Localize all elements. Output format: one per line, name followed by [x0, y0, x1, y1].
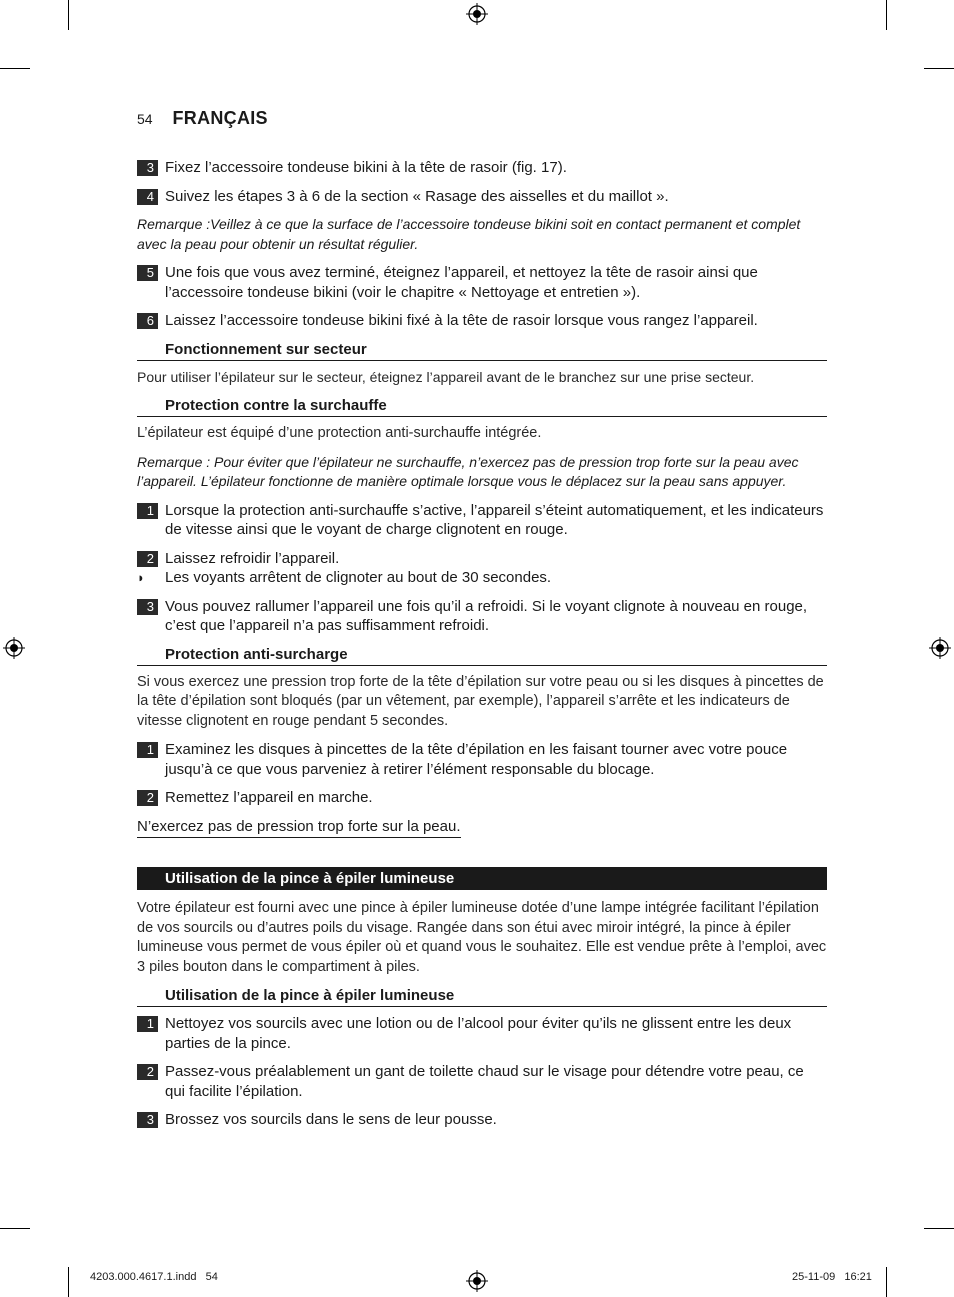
step-number: 2: [137, 1064, 158, 1080]
crop-mark: [0, 68, 30, 69]
registration-mark-icon: [466, 1270, 488, 1292]
step-text: Une fois que vous avez terminé, éteignez l’appareil, et nettoyez la tête de rasoir ainsi que l’accessoire tondeuse bikini (voir le chapitre « Nettoyage et entretien »).: [165, 264, 758, 301]
registration-mark-icon: [3, 637, 25, 659]
step-text: Passez-vous préalablement un gant de toilette chaud sur le visage pour détendre votre peau, ce qui facilite l’épilation.: [165, 1063, 804, 1100]
step-item: [137, 597, 827, 636]
subheading-pince: Utilisation de la pince à épiler lumineuse: [137, 986, 827, 1007]
step-number: 5: [137, 265, 158, 281]
paragraph: L’épilateur est équipé d’une protection anti-surchauffe intégrée.: [137, 425, 542, 441]
registration-mark-icon: [466, 3, 488, 25]
step-number: 1: [137, 742, 158, 758]
section-title-bar: Utilisation de la pince à épiler lumineuse: [137, 867, 827, 890]
note-text: Remarque : Pour éviter que l’épilateur ne surchauffe, n’exercez pas de pression trop forte sur la peau avec l’appareil. L’épilateur fonctionne de manière optimale lorsque vous le déplacez sur la peau sans appuyer.: [137, 453, 799, 489]
step-item: [137, 788, 827, 808]
step-item: [137, 311, 827, 331]
step-text: Laissez l’accessoire tondeuse bikini fixé à la tête de rasoir lorsque vous rangez l’appareil.: [165, 312, 758, 329]
crop-mark: [886, 1267, 887, 1297]
crop-mark: [0, 1228, 30, 1229]
subheading-surchauffe: Protection contre la surchauffe: [137, 396, 827, 417]
step-text: Lorsque la protection anti-surchauffe s’active, l’appareil s’éteint automatiquement, et les indicateurs de vitesse ainsi que le voyant de charge clignotent en rouge.: [165, 501, 824, 538]
step-number: 4: [137, 189, 158, 205]
page-header: [137, 108, 268, 129]
crop-mark: [68, 1267, 69, 1297]
footer-file: 4203.000.4617.1.indd 54: [90, 1271, 218, 1283]
crop-mark: [924, 68, 954, 69]
step-text: Fixez l’accessoire tondeuse bikini à la tête de rasoir (fig. 17).: [165, 159, 567, 176]
crop-mark: [924, 1228, 954, 1229]
crop-mark: [886, 0, 887, 30]
step-text: Suivez les étapes 3 à 6 de la section « Rasage des aisselles et du maillot ».: [165, 187, 669, 205]
subheading-secteur: Fonctionnement sur secteur: [137, 340, 827, 361]
step-number: 3: [137, 160, 158, 176]
subheading-surcharge: Protection anti-surcharge: [137, 645, 827, 666]
step-text: Remettez l’appareil en marche.: [165, 789, 373, 806]
step-item: [137, 187, 827, 207]
paragraph: Si vous exercez une pression trop forte de la tête d’épilation sur votre peau ou si les disques à pincettes de la tête d’épilation sont bloqués (par un vêtement, par exemple), l’appareil s’arrête et les indicateurs de vitesse clignotent en rouge pendant 5 secondes.: [137, 673, 824, 729]
paragraph: Votre épilateur est fourni avec une pince à épiler lumineuse dotée d’une lampe intégrée facilitant l’épilation de vos sourcils ou d’autres poils du visage. Rangée dans son étui avec miroir intégré, la pince à épiler lumineuse vous permet de vous épiler où et quand vous le souhaitez. Elle est vendue prête à l’emploi, avec 3 piles bouton dans le compartiment à piles.: [137, 900, 827, 975]
step-item: [137, 158, 827, 178]
step-number: 2: [137, 551, 158, 567]
warning-text: N’exercez pas de pression trop forte sur la peau.: [137, 817, 461, 839]
registration-mark-icon: [929, 637, 951, 659]
step-item: [137, 740, 827, 779]
step-item: [137, 549, 827, 569]
step-text: Brossez vos sourcils dans le sens de leur pousse.: [165, 1111, 497, 1128]
crop-mark: [68, 0, 69, 30]
step-item: [137, 263, 827, 302]
bullet-text: Les voyants arrêtent de clignoter au bout de 30 secondes.: [165, 569, 552, 586]
step-number: 3: [137, 1112, 158, 1128]
step-item: [137, 501, 827, 540]
step-number: 1: [137, 1016, 158, 1032]
step-item: [137, 1110, 827, 1130]
step-number: 1: [137, 503, 158, 519]
page-content: [137, 158, 827, 1139]
step-text: Examinez les disques à pincettes de la tête d’épilation en les faisant tourner avec votre pouce jusqu’à ce que vous parveniez à retirer l’élément responsable du blocage.: [165, 741, 788, 778]
result-bullet: [137, 568, 827, 588]
step-text: Laissez refroidir l’appareil.: [165, 549, 340, 567]
triangle-bullet-icon: ◗: [137, 570, 145, 585]
step-number: 3: [137, 599, 158, 615]
step-number: 2: [137, 790, 158, 806]
note-text: Remarque :Veillez à ce que la surface de l’accessoire tondeuse bikini soit en contact permanent et complet avec la peau pour obtenir un résultat régulier.: [137, 216, 801, 252]
step-item: [137, 1014, 827, 1053]
step-number: 6: [137, 313, 158, 329]
paragraph: Pour utiliser l’épilateur sur le secteur, éteignez l’appareil avant de le branchez sur une prise secteur.: [137, 368, 755, 385]
step-text: Nettoyez vos sourcils avec une lotion ou de l’alcool pour éviter qu’ils ne glissent entre les deux parties de la pince.: [165, 1015, 792, 1052]
footer-date: 25-11-09 16:21: [792, 1271, 872, 1283]
page-number: 54: [137, 111, 153, 127]
step-text: Vous pouvez rallumer l’appareil une fois qu’il a refroidi. Si le voyant clignote à nouveau en rouge, c’est que l’appareil n’a pas suffisamment refroidi.: [165, 597, 808, 634]
step-item: [137, 1062, 827, 1101]
language-title: FRANÇAIS: [172, 108, 268, 128]
